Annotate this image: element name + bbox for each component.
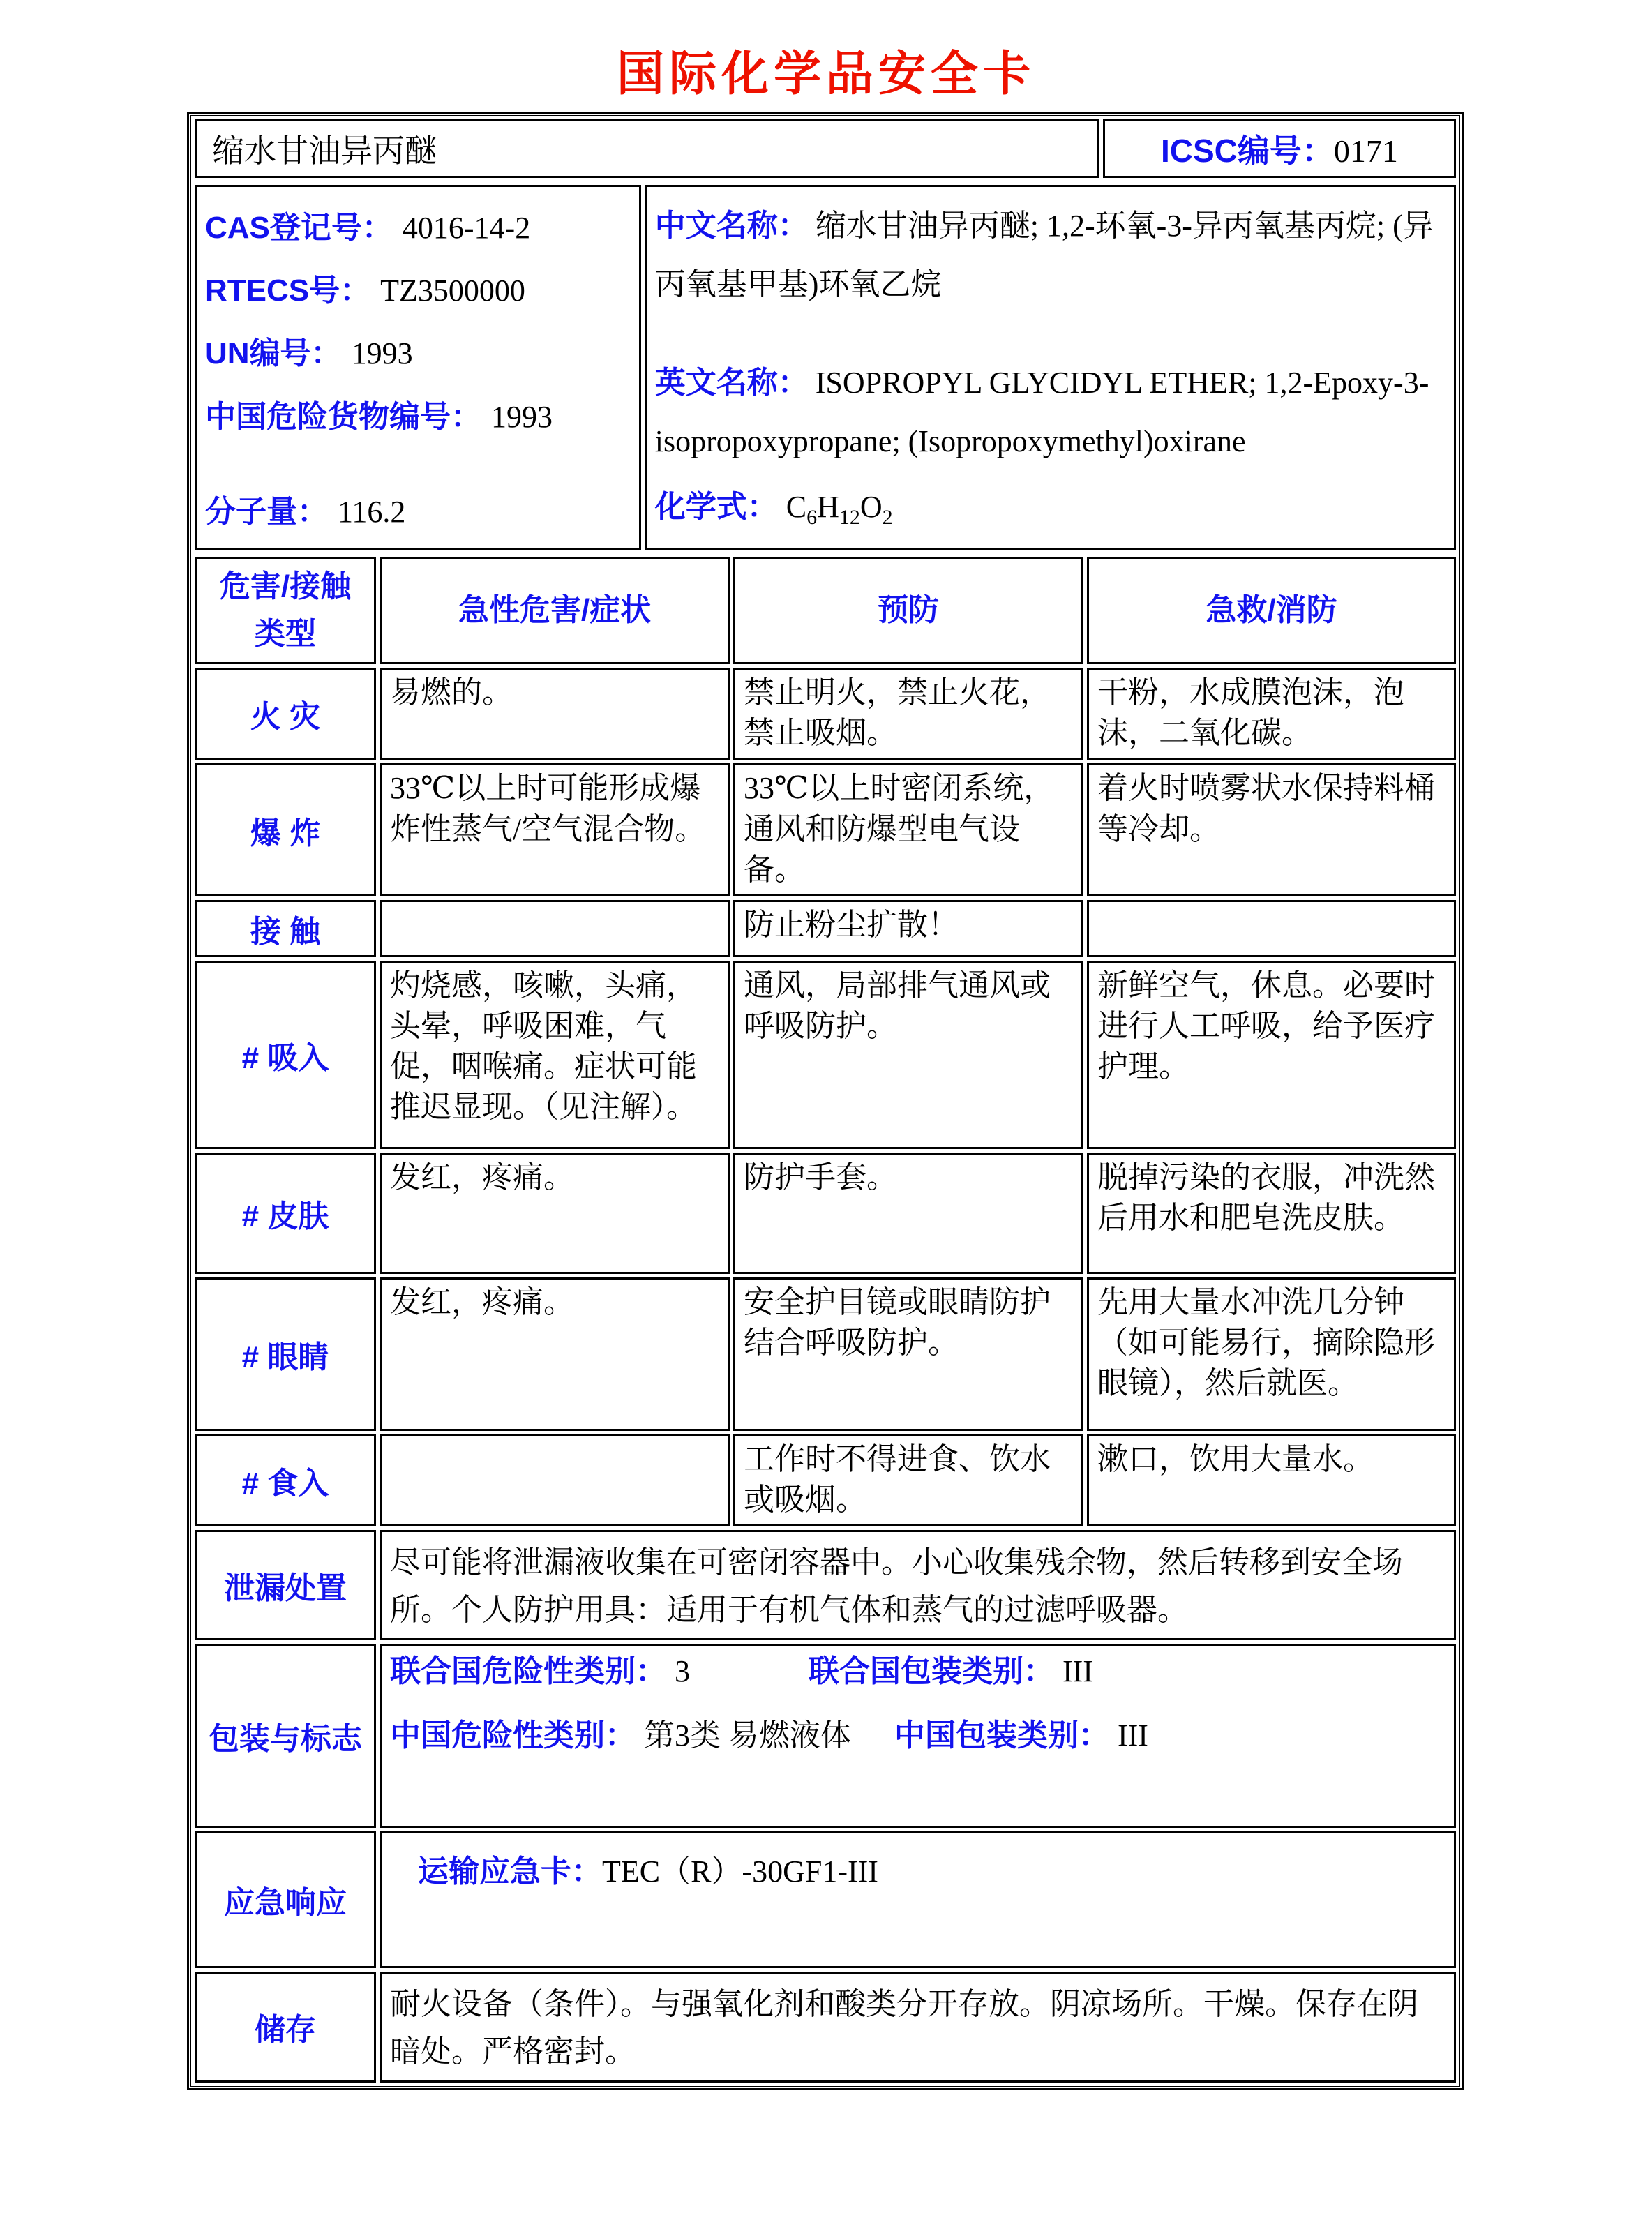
ingestion-response: 漱口，饮用大量水。 [1087,1434,1456,1526]
fire-hazard: 易燃的。 [380,668,730,760]
icsc-number: 0171 [1333,133,1398,169]
formula-h-sub: 12 [839,506,860,530]
chinese-name-value: 缩水甘油异丙醚; 1,2-环氧-3-异丙氧基丙烷; (异丙氧基甲基)环氧乙烷 [654,209,1434,301]
icsc-cell [1103,119,1456,178]
exposure-hazard [380,900,730,957]
row-exposure [195,900,1456,957]
explosion-response: 着火时喷雾状水保持料桶等冷却。 [1087,763,1456,896]
formula-o: O [859,490,883,525]
icsc-label: ICSC编号： [1160,133,1334,169]
inhalation-response: 新鲜空气，休息。必要时进行人工呼吸，给予医疗护理。 [1087,961,1456,1149]
row-fire-label: 火 灾 [195,668,376,760]
row-packaging-label: 包装与标志 [195,1644,376,1828]
identity-row [195,185,1456,550]
ingestion-prevention: 工作时不得进食、饮水或吸烟。 [733,1434,1083,1526]
inhalation-prevention: 通风，局部排气通风或呼吸防护。 [733,961,1083,1149]
identity-table [191,181,1459,553]
header-prevention: 预防 [733,557,1083,664]
header-symptoms: 急性危害/症状 [380,557,730,664]
formula-line [655,486,1446,532]
skin-hazard: 发红，疼痛。 [380,1153,730,1274]
row-eyes-label: # 眼睛 [195,1277,376,1431]
formula-h: H [817,490,839,525]
safety-card [187,112,1464,2090]
substance-name-cell [195,119,1099,178]
exposure-response [1087,900,1456,957]
mw-value: 116.2 [338,494,406,529]
fire-response: 干粉，水成膜泡沫，泡沫，二氧化碳。 [1087,668,1456,760]
rtecs-value: TZ3500000 [380,273,525,308]
formula-c: C [786,490,807,525]
cn-dg-value: 1993 [491,399,553,434]
cn-pack-value: III [1117,1718,1148,1753]
storage-content: 耐火设备（条件）。与强氧化剂和酸类分开存放。阴凉场所。干燥。保存在阴暗处。严格密封。 [380,1972,1456,2082]
packaging-content [380,1644,1456,1828]
header-type [195,557,376,664]
safety-card-inner [190,115,1460,2087]
explosion-prevention: 33℃以上时密闭系统，通风和防爆型电气设备。 [733,763,1083,896]
chinese-name-label: 中文名称： [654,209,809,243]
spill-content: 尽可能将泄漏液收集在可密闭容器中。小心收集残余物，然后转移到安全场所。个人防护用具：适用于有机气体和蒸气的过滤呼吸器。 [380,1530,1456,1640]
tec-label: 运输应急卡： [417,1854,602,1889]
chinese-name-block [655,197,1446,313]
row-spill [195,1530,1456,1640]
row-emergency [195,1831,1456,1968]
english-name-value: ISOPROPYL GLYCIDYL ETHER; 1,2-Epoxy-3-isopropoxypropane; (Isopropoxymethyl)oxirane [654,366,1429,458]
mw-line [205,481,631,543]
row-storage [195,1972,1456,2082]
cn-hazard-value: 第3类 易燃液体 [643,1718,851,1753]
explosion-hazard: 33℃以上时可能形成爆炸性蒸气/空气混合物。 [380,763,730,896]
substance-name: 缩水甘油异丙醚 [212,133,437,169]
row-inhalation [195,961,1456,1149]
ingestion-hazard [380,1434,730,1526]
row-exposure-label: 接 触 [195,900,376,957]
emergency-content [380,1831,1456,1968]
page-title: 国际化学品安全卡 [616,46,1035,102]
row-packaging [195,1644,1456,1828]
cas-line [205,197,631,260]
eyes-response: 先用大量水冲洗几分钟（如可能易行，摘除隐形眼镜），然后就医。 [1087,1277,1456,1431]
cn-dg-label: 中国危险货物编号： [205,399,481,434]
cas-label: CAS登记号： [205,211,393,245]
cas-value: 4016-14-2 [402,211,531,245]
names-cell [645,185,1456,550]
eyes-hazard: 发红，疼痛。 [380,1277,730,1431]
fire-prevention: 禁止明火，禁止火花，禁止吸烟。 [733,668,1083,760]
row-inhalation-label: # 吸入 [195,961,376,1149]
eyes-prevention: 安全护目镜或眼睛防护结合呼吸防护。 [733,1277,1083,1431]
hazard-table [191,553,1459,2086]
header-type-line2: 类型 [254,617,316,652]
row-eyes [195,1277,1456,1431]
row-fire [195,668,1456,760]
cn-hazard-label: 中国危险性类别： [389,1718,636,1753]
row-spill-label: 泄漏处置 [195,1530,376,1640]
cn-class-line [390,1713,1446,1759]
rtecs-label: RTECS号： [205,273,371,308]
cn-dg-line [205,386,631,449]
un-hazard-value: 3 [674,1654,690,1689]
inhalation-hazard: 灼烧感，咳嗽，头痛，头晕，呼吸困难，气促，咽喉痛。症状可能推迟显现。（见注解）。 [380,961,730,1149]
exposure-prevention: 防止粉尘扩散！ [733,900,1083,957]
cn-pack-label: 中国包装类别： [894,1718,1109,1753]
row-ingestion [195,1434,1456,1526]
un-hazard-label: 联合国危险性类别： [389,1654,666,1689]
un-line [205,322,631,385]
row-explosion [195,763,1456,896]
hazard-header-row [195,557,1456,664]
english-name-block [655,354,1446,470]
header-type-line1: 危害/接触 [219,569,352,603]
un-pack-label: 联合国包装类别： [808,1654,1054,1689]
un-label: UN编号： [205,336,342,371]
un-class-line [390,1649,1446,1695]
top-strip-table [191,116,1459,181]
row-ingestion-label: # 食入 [195,1434,376,1526]
row-skin-label: # 皮肤 [195,1153,376,1274]
tec-line [390,1836,1446,1895]
row-emergency-label: 应急响应 [195,1831,376,1968]
un-value: 1993 [351,336,413,371]
row-storage-label: 储存 [195,1972,376,2082]
formula-o-sub: 2 [882,506,893,530]
identifiers-cell [195,185,641,550]
header-firstaid: 急救/消防 [1087,557,1456,664]
top-strip-row [195,119,1456,178]
english-name-label: 英文名称： [654,366,809,400]
tec-value: TEC（R）-30GF1-III [601,1854,878,1889]
skin-response: 脱掉污染的衣服，冲洗然后用水和肥皂洗皮肤。 [1087,1153,1456,1274]
row-skin [195,1153,1456,1274]
un-pack-value: III [1062,1654,1093,1689]
row-explosion-label: 爆 炸 [195,763,376,896]
mw-label: 分子量： [205,494,328,529]
rtecs-line [205,260,631,322]
formula-label: 化学式： [654,490,778,525]
skin-prevention: 防护手套。 [733,1153,1083,1274]
formula-c-sub: 6 [806,506,818,530]
formula-value [786,490,893,530]
